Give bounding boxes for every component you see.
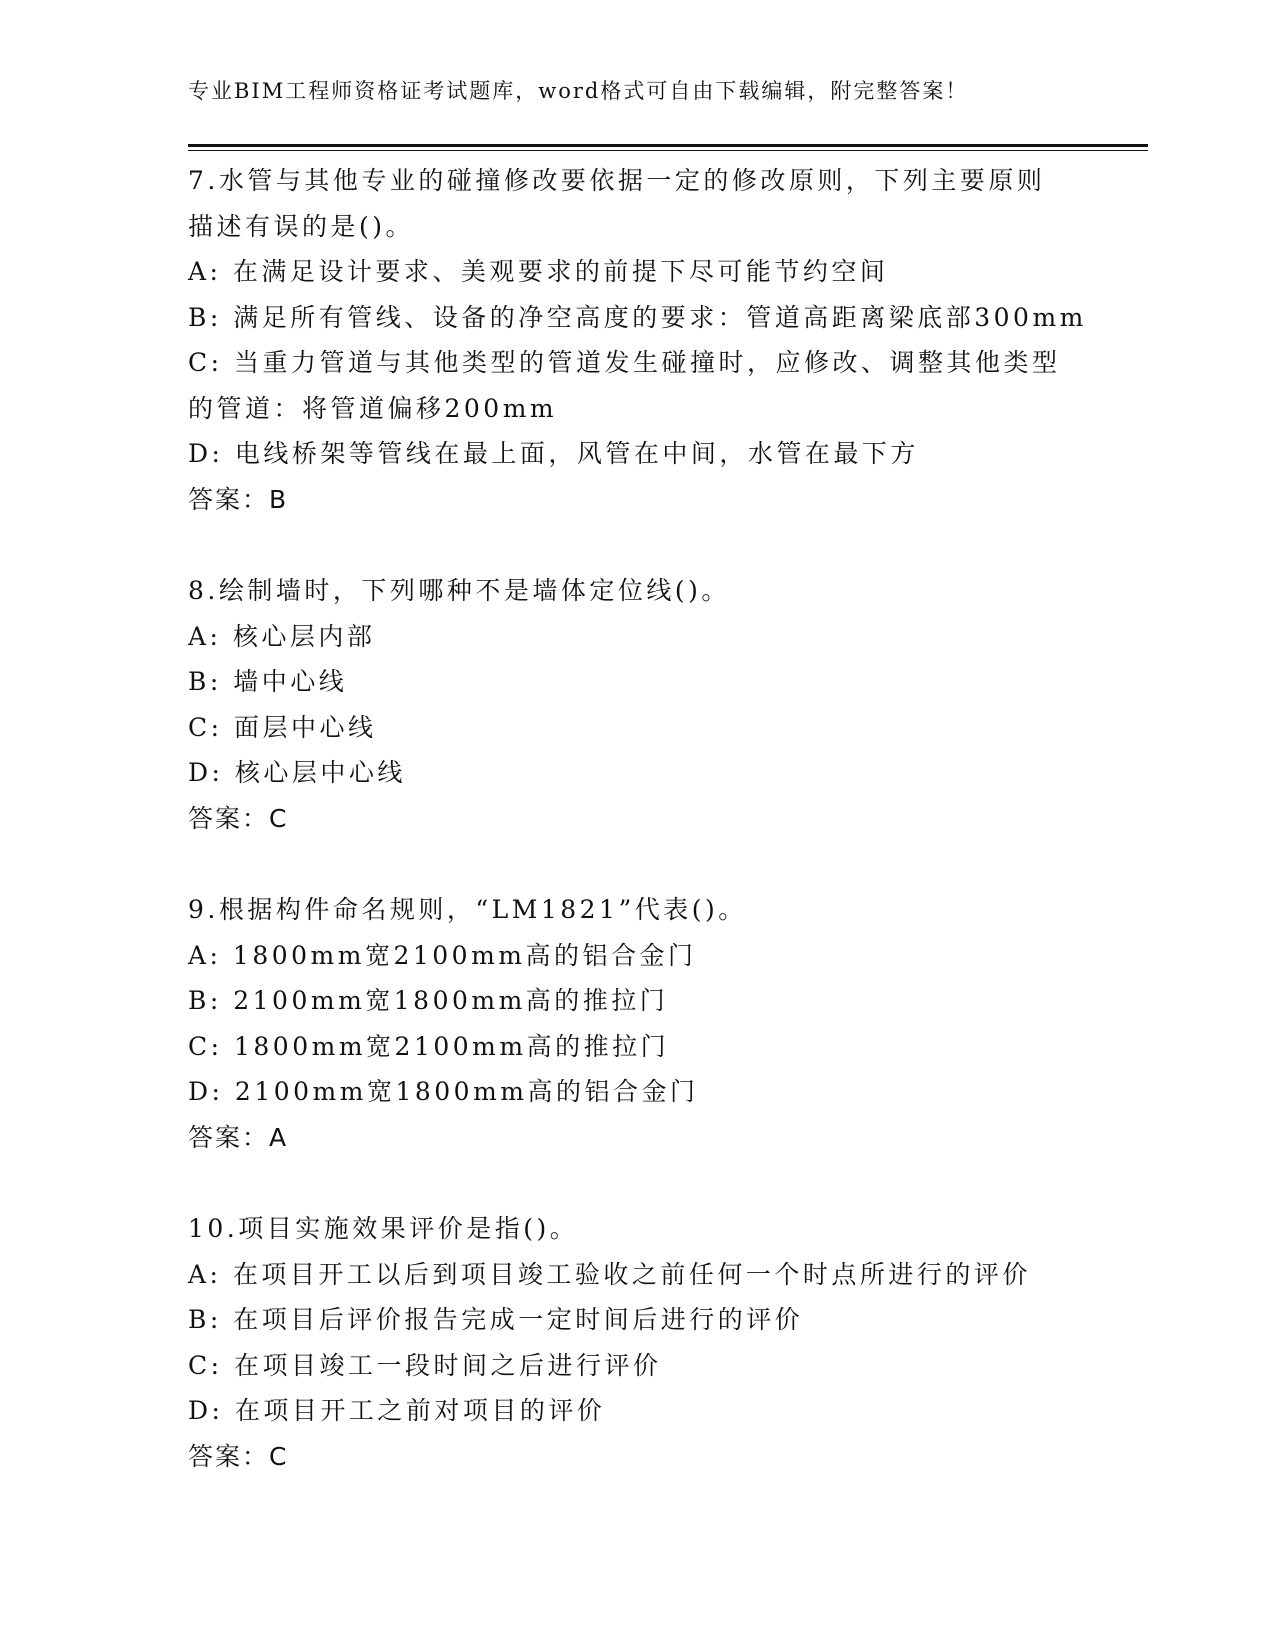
- answer: 答案：C: [188, 803, 289, 833]
- answer: 答案：A: [188, 1122, 289, 1152]
- option-b: B: 2100mm宽1800mm高的推拉门: [188, 986, 669, 1015]
- question-list: [188, 158, 1148, 1525]
- question-7: [188, 158, 1148, 522]
- answer: 答案：B: [188, 484, 289, 514]
- answer: 答案：C: [188, 1441, 289, 1471]
- question-stem: 8.绘制墙时，下列哪种不是墙体定位线()。: [188, 576, 730, 605]
- option-c-continued: 的管道：将管道偏移200mm: [188, 393, 558, 423]
- question-stem: 9.根据构件命名规则，“LM1821”代表()。: [188, 895, 747, 924]
- option-c: C: 在项目竣工一段时间之后进行评价: [188, 1350, 662, 1380]
- question-8: [188, 568, 1148, 841]
- question-9: [188, 887, 1148, 1160]
- option-d: D: 在项目开工之前对项目的评价: [188, 1396, 606, 1425]
- header-rule-thin: [188, 150, 1148, 151]
- option-b: B: 墙中心线: [188, 667, 348, 696]
- question-stem: 10.项目实施效果评价是指()。: [188, 1214, 579, 1243]
- option-c: C: 当重力管道与其他类型的管道发生碰撞时，应修改、调整其他类型: [188, 348, 1061, 377]
- header-rule-thick: [188, 144, 1148, 147]
- question-stem: 描述有误的是()。: [188, 211, 415, 241]
- option-d: D: 2100mm宽1800mm高的铝合金门: [188, 1077, 699, 1106]
- option-a: A: 在满足设计要求、美观要求的前提下尽可能节约空间: [188, 257, 889, 286]
- option-d: D: 核心层中心线: [188, 758, 406, 787]
- option-b: B: 在项目后评价报告完成一定时间后进行的评价: [188, 1305, 804, 1334]
- option-c: C: 1800mm宽2100mm高的推拉门: [188, 1031, 670, 1061]
- page-header: 专业BIM工程师资格证考试题库，word格式可自由下载编辑，附完整答案！: [188, 79, 969, 103]
- question-stem: 7.水管与其他专业的碰撞修改要依据一定的修改原则，下列主要原则: [188, 166, 1046, 195]
- option-a: A: 在项目开工以后到项目竣工验收之前任何一个时点所进行的评价: [188, 1259, 1031, 1289]
- option-d: D: 电线桥架等管线在最上面，风管在中间，水管在最下方: [188, 439, 919, 468]
- option-a: A: 1800mm宽2100mm高的铝合金门: [188, 940, 697, 970]
- question-10: [188, 1206, 1148, 1479]
- option-a: A: 核心层内部: [188, 621, 376, 651]
- option-b: B: 满足所有管线、设备的净空高度的要求：管道高距离梁底部300mm: [188, 302, 1087, 332]
- option-c: C: 面层中心线: [188, 712, 377, 742]
